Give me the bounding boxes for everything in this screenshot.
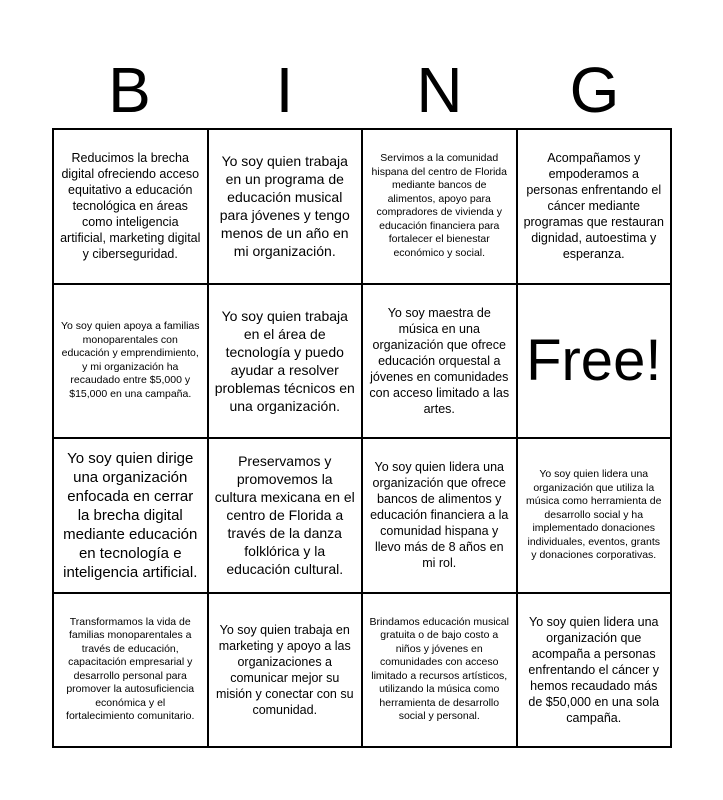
title-letter-n: N bbox=[416, 54, 463, 126]
bingo-cell[interactable]: Yo soy quien trabaja en marketing y apoyo a las organizaciones a comunicar mejor su misión y conectar con su comunidad. bbox=[208, 593, 363, 748]
bingo-cell[interactable]: Yo soy quien apoya a familias monoparentales con educación y emprendimiento, y mi organización ha recaudado entre $5,000 y $15,000 en una campaña. bbox=[53, 284, 208, 439]
bingo-title bbox=[52, 54, 672, 126]
bingo-cell[interactable]: Reducimos la brecha digital ofreciendo acceso equitativo a educación tecnológica en áreas como inteligencia artificial, marketing digital y ciberseguridad. bbox=[53, 129, 208, 284]
bingo-cell[interactable]: Yo soy quien lidera una organización que utiliza la música como herramienta de desarrollo social y ha implementado donaciones individuales, eventos, grants y donaciones corporativas. bbox=[517, 438, 672, 593]
bingo-cell[interactable]: Acompañamos y empoderamos a personas enfrentando el cáncer mediante programas que restauran dignidad, autoestima y esperanza. bbox=[517, 129, 672, 284]
bingo-cell[interactable]: Yo soy maestra de música en una organización que ofrece educación orquestal a jóvenes en comunidades con acceso limitado a las artes. bbox=[362, 284, 517, 439]
bingo-cell[interactable]: Yo soy quien lidera una organización que ofrece bancos de alimentos y educación financiera a la comunidad hispana y llevo más de 8 años en mi rol. bbox=[362, 438, 517, 593]
bingo-cell[interactable]: Preservamos y promovemos la cultura mexicana en el centro de Florida a través de la danza folklórica y la educación cultural. bbox=[208, 438, 363, 593]
free-space-cell[interactable]: Free! bbox=[517, 284, 672, 439]
bingo-cell[interactable]: Yo soy quien dirige una organización enfocada en cerrar la brecha digital mediante educación en tecnología e inteligencia artificial. bbox=[53, 438, 208, 593]
title-letter-b: B bbox=[108, 54, 151, 126]
bingo-cell[interactable]: Yo soy quien trabaja en el área de tecnología y puedo ayudar a resolver problemas técnicos en una organización. bbox=[208, 284, 363, 439]
bingo-cell[interactable]: Transformamos la vida de familias monoparentales a través de educación, capacitación empresarial y desarrollo personal para promover la autosuficiencia económica y el fortalecimiento comunitario. bbox=[53, 593, 208, 748]
bingo-cell[interactable]: Servimos a la comunidad hispana del centro de Florida mediante bancos de alimentos, apoyo para compradores de vivienda y educación financiera para fortalecer el bienestar económico y social. bbox=[362, 129, 517, 284]
title-letter-i: I bbox=[275, 54, 294, 126]
bingo-cell[interactable]: Yo soy quien trabaja en un programa de educación musical para jóvenes y tengo menos de un año en mi organización. bbox=[208, 129, 363, 284]
bingo-cell[interactable]: Yo soy quien lidera una organización que acompaña a personas enfrentando el cáncer y hemos recaudado más de $50,000 en una sola campaña. bbox=[517, 593, 672, 748]
bingo-card bbox=[52, 128, 672, 748]
bingo-cell[interactable]: Brindamos educación musical gratuita o de bajo costo a niños y jóvenes en comunidades con acceso limitado a recursos artísticos, utilizando la música como herramienta de desarrollo social y personal. bbox=[362, 593, 517, 748]
title-letter-g: G bbox=[569, 54, 620, 126]
